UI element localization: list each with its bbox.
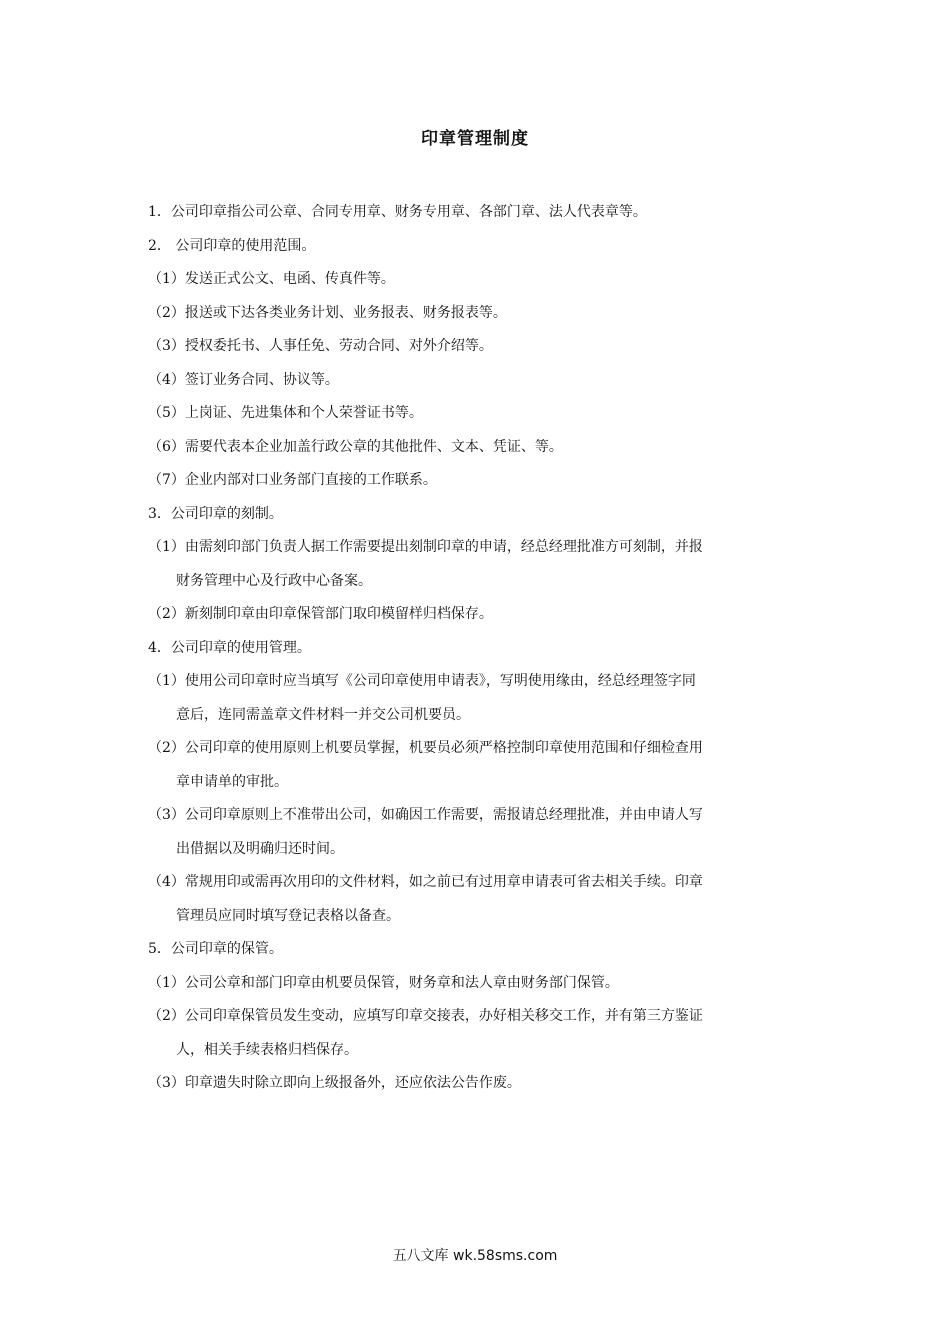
paragraph-continuation: 出借据以及明确归还时间。 bbox=[176, 840, 344, 857]
document-body bbox=[148, 196, 813, 1101]
paragraph-continuation: 意后，连同需盖章文件材料一并交公司机要员。 bbox=[176, 706, 470, 723]
list-item: （7）企业内部对口业务部门直接的工作联系。 bbox=[148, 472, 437, 488]
section-heading: 4．公司印章的使用管理。 bbox=[148, 639, 311, 656]
list-item: （2）公司印章保管员发生变动，应填写印章交接表，办好相关移交工作，并有第三方鉴证 bbox=[148, 1008, 703, 1024]
list-item: （2）公司印章的使用原则上机要员掌握，机要员必须严格控制印章使用范围和仔细检查用 bbox=[148, 740, 703, 756]
footer-watermark: 五八文库 wk.58sms.com bbox=[392, 1248, 558, 1264]
list-item: （6）需要代表本企业加盖行政公章的其他批件、文本、凭证、等。 bbox=[148, 438, 563, 455]
list-item: （1）公司公章和部门印章由机要员保管，财务章和法人章由财务部门保管。 bbox=[148, 974, 619, 991]
list-item: （2）新刻制印章由印章保管部门取印模留样归档保存。 bbox=[148, 606, 493, 622]
section-heading: 2． 公司印章的使用范围。 bbox=[148, 237, 316, 254]
paragraph-continuation: 财务管理中心及行政中心备案。 bbox=[176, 572, 372, 589]
list-item: （3）印章遗失时除立即向上级报备外，还应依法公告作废。 bbox=[148, 1075, 521, 1091]
list-item: （1）发送正式公文、电函、传真件等。 bbox=[148, 271, 395, 287]
paragraph-continuation: 管理员应同时填写登记表格以备查。 bbox=[176, 907, 400, 924]
document-title: 印章管理制度 bbox=[421, 129, 529, 149]
list-item: （2）报送或下达各类业务计划、业务报表、财务报表等。 bbox=[148, 304, 507, 321]
list-item: （3）公司印章原则上不准带出公司，如确因工作需要，需报请总经理批准，并由申请人写 bbox=[148, 807, 703, 823]
section-heading: 1．公司印章指公司公章、合同专用章、财务专用章、各部门章、法人代表章等。 bbox=[148, 204, 647, 220]
list-item: （4）常规用印或需再次用印的文件材料，如之前已有过用章申请表可省去相关手续。印章 bbox=[148, 874, 703, 890]
paragraph-continuation: 人，相关手续表格归档保存。 bbox=[176, 1041, 358, 1058]
list-item: （5）上岗证、先进集体和个人荣誉证书等。 bbox=[148, 405, 423, 421]
list-item: （1）由需刻印部门负责人据工作需要提出刻制印章的申请，经总经理批准方可刻制，并报 bbox=[148, 539, 703, 555]
list-item: （1）使用公司印章时应当填写《公司印章使用申请表》，写明使用缘由，经总经理签字同 bbox=[148, 673, 696, 689]
list-item: （3）授权委托书、人事任免、劳动合同、对外介绍等。 bbox=[148, 338, 493, 354]
list-item: （4）签订业务合同、协议等。 bbox=[148, 371, 339, 388]
section-heading: 3．公司印章的刻制。 bbox=[148, 505, 283, 522]
paragraph-continuation: 章申请单的审批。 bbox=[176, 773, 288, 790]
section-heading: 5．公司印章的保管。 bbox=[148, 941, 283, 957]
